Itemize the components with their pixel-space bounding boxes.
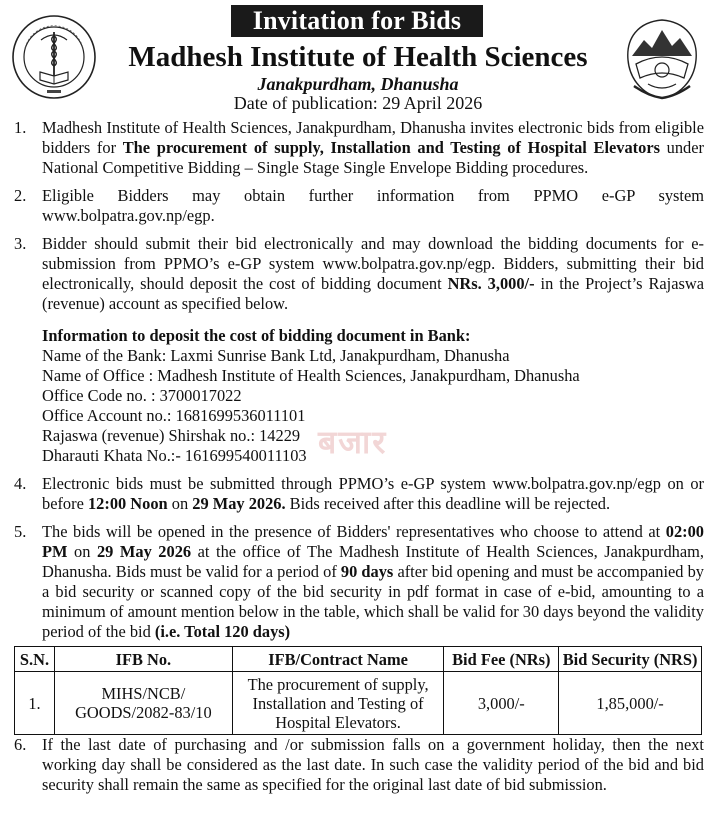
header-ifb-no: IFB No. xyxy=(54,647,232,672)
cell-sn: 1. xyxy=(15,672,55,735)
clause-number: 5. xyxy=(14,522,27,541)
invitation-banner: Invitation for Bids xyxy=(231,5,483,37)
clause-2 xyxy=(14,186,704,226)
office-code: Office Code no. : 3700017022 xyxy=(42,386,242,405)
clause-text: Madhesh Institute of Health Sciences, Janakpurdham, Dhanusha invites electronic bids from eligible bidders for The procurement of supply, Installation and Testing of Hospital Elevators under National Competitive Bidding – Single Stage Single Envelope Bidding procedures. xyxy=(42,118,704,177)
clause-number: 2. xyxy=(14,186,27,205)
table-header-row xyxy=(15,647,702,672)
office-account: Office Account no.: 1681699536011101 xyxy=(42,406,306,425)
notice-header xyxy=(0,0,716,118)
institute-seal-icon xyxy=(11,14,97,100)
clause-number: 6. xyxy=(14,735,27,754)
clause-text: The bids will be opened in the presence of Bidders' representatives who choose to attend at 02:00 PM on 29 May 2026 at the office of The Madhesh Institute of Health Sciences, Janakpurdham, Dhanusha. Bids must be valid for a period of 90 days after bid opening and must be accompanied by a bid security or scanned copy of the bid security in pdf format in case of e-bid, amounting to a minimum of amount mention below in the table, which shall be valid for 30 days beyond the validity period of the bid (i.e. Total 120 days) xyxy=(42,522,704,641)
header-contract-name: IFB/Contract Name xyxy=(232,647,444,672)
rajaswa-shirshak: Rajaswa (revenue) Shirshak no.: 14229 xyxy=(42,426,301,445)
organization-name: Madhesh Institute of Health Sciences xyxy=(128,41,588,73)
table-row xyxy=(15,672,702,735)
government-emblem-icon xyxy=(618,16,706,104)
bank-info xyxy=(42,326,704,466)
clause-6 xyxy=(14,735,704,795)
office-name: Name of Office : Madhesh Institute of Health Sciences, Janakpurdham, Dhanusha xyxy=(42,366,580,385)
clause-3 xyxy=(14,234,704,314)
clause-text: Eligible Bidders may obtain further information from PPMO e-GP system www.bolpatra.gov.np/egp. xyxy=(42,186,704,225)
header-bid-security: Bid Security (NRS) xyxy=(559,647,702,672)
clause-text: Bidder should submit their bid electronically and may download the bidding documents for e-submission from PPMO’s e-GP system www.bolpatra.gov.np/egp. Bidders, submitting their bid electronically, should deposit the cost of bidding document NRs. 3,000/- in the Project’s Rajaswa (revenue) account as specified below. xyxy=(42,234,704,313)
clause-4 xyxy=(14,474,704,514)
clause-number: 3. xyxy=(14,234,27,253)
notice-body xyxy=(14,118,704,795)
dharauti-khata: Dharauti Khata No.:- 161699540011103 xyxy=(42,446,307,465)
cell-bid-security: 1,85,000/- xyxy=(559,672,702,735)
publication-date: Date of publication: 29 April 2026 xyxy=(233,93,483,113)
cell-ifb-no: MIHS/NCB/ GOODS/2082-83/10 xyxy=(54,672,232,735)
bank-info-heading: Information to deposit the cost of bidding document in Bank: xyxy=(42,326,471,345)
bank-name: Name of the Bank: Laxmi Sunrise Bank Ltd, Janakpurdham, Dhanusha xyxy=(42,346,510,365)
cell-contract-name: The procurement of supply, Installation and Testing of Hospital Elevators. xyxy=(232,672,444,735)
watermark: बजार xyxy=(318,423,388,461)
clause-5 xyxy=(14,522,704,642)
clause-1 xyxy=(14,118,704,178)
clause-number: 4. xyxy=(14,474,27,493)
organization-location: Janakpurdham, Dhanusha xyxy=(257,74,459,94)
clause-text: Electronic bids must be submitted through PPMO’s e-GP system www.bolpatra.gov.np/egp on or before 12:00 Noon on 29 May 2026. Bids received after this deadline will be rejected. xyxy=(42,474,704,513)
cell-bid-fee: 3,000/- xyxy=(444,672,559,735)
clause-text: If the last date of purchasing and /or submission falls on a government holiday, then the next working day shall be considered as the last date. In such case the validity period of the bid and bid security shall remain the same as specified for the original last date of bid submission. xyxy=(42,735,704,794)
header-bid-fee: Bid Fee (NRs) xyxy=(444,647,559,672)
header-sn: S.N. xyxy=(15,647,55,672)
clause-number: 1. xyxy=(14,118,27,137)
bid-table xyxy=(14,646,702,735)
